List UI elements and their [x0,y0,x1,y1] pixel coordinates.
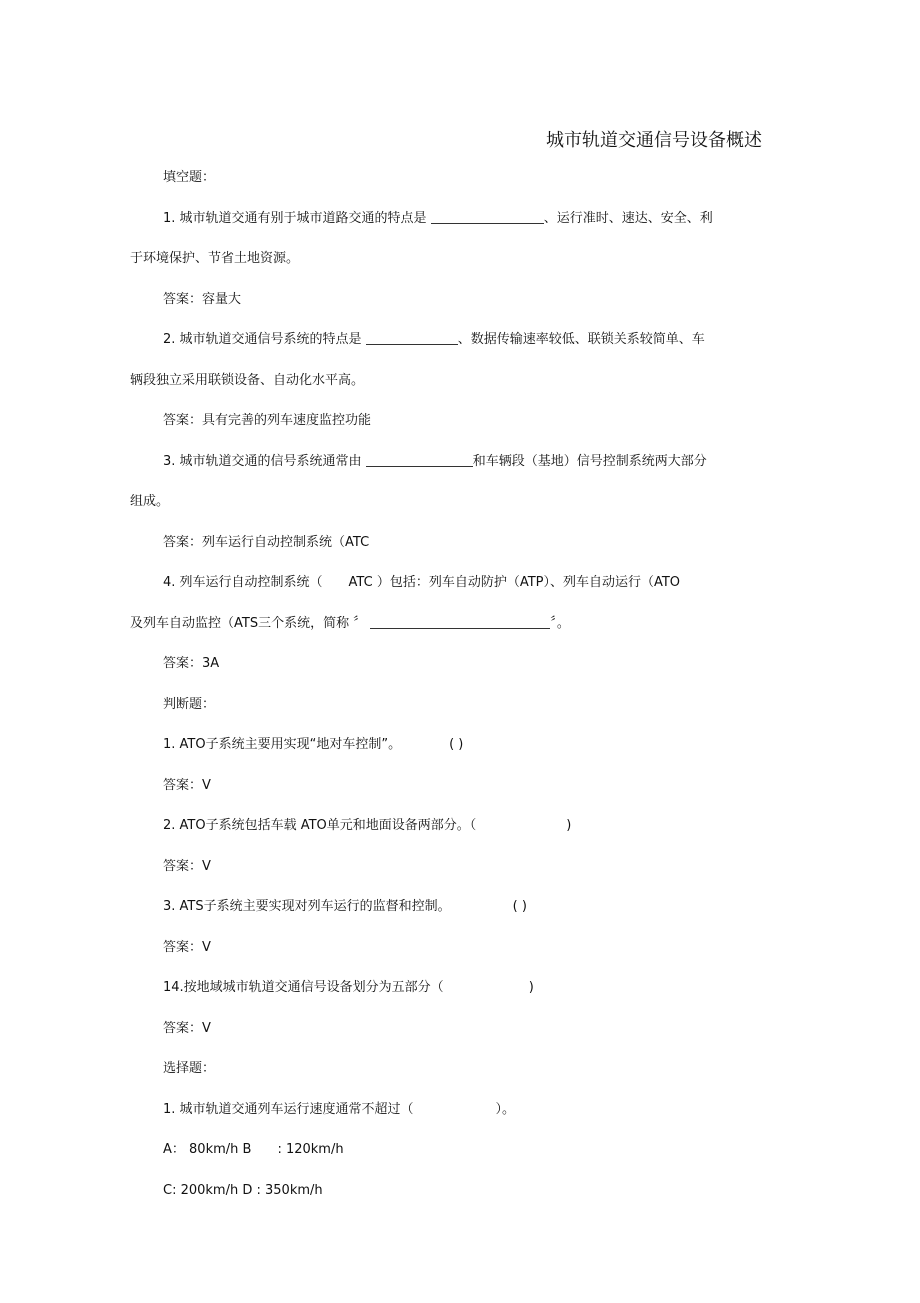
question-text: 4. 列车运行自动控制系统（ [163,575,323,590]
question-continued: 辆段独立采用联锁设备、自动化水平高。 [130,372,365,388]
document-title: 城市轨道交通信号设备概述 [546,130,762,151]
question [0,725,920,766]
question-text: ATC ）包括：列车自动防护（ATP）、列车自动运行（ATO [348,575,681,590]
answer: 答案：具有完善的列车速度监控功能 [163,413,372,428]
question-text: 和车辆段（基地）信号控制系统两大部分 [472,453,707,469]
choice-options-cd: C: 200km/h D : 350km/h [163,1182,323,1198]
question [0,442,920,483]
question [0,806,920,847]
answer: 答案：列车运行自动控制系统（ATC [163,534,370,550]
question-text: 〞。 [550,615,570,631]
question-text: 14.按地域城市轨道交通信号设备划分为五部分（ [163,980,444,995]
question [0,887,920,928]
document-body [0,158,920,1211]
question [0,563,920,604]
answer: 答案：3A [163,656,220,671]
answer-blank [366,330,458,345]
answer-blank [431,209,544,224]
answer-parentheses: ( ) [512,899,527,914]
answer: 答案：V [163,1020,211,1036]
section-heading-fill: 填空题： [163,170,216,185]
question [0,968,920,1009]
answer-parentheses: ）。 [495,1101,516,1117]
question-text: 2. 城市轨道交通信号系统的特点是 [163,332,362,347]
question-text: 、运行准时、速达、安全、利 [543,210,713,226]
answer: 答案：V [163,777,211,793]
question-text: 1. 城市轨道交通列车运行速度通常不超过（ [163,1101,414,1117]
answer-parentheses: ( ) [449,737,464,752]
question-text: 3. 城市轨道交通的信号系统通常由 [163,453,362,469]
question [0,1090,920,1131]
question-text: 2. ATO子系统包括车载 ATO单元和地面设备两部分。（ [163,818,477,833]
answer-blank [366,452,473,467]
option-a-b: A： 80km/h B [163,1142,252,1157]
question-text: 3. ATS子系统主要实现对列车运行的监督和控制。 [163,899,451,914]
section-heading-judge: 判断题： [163,696,216,712]
answer-parentheses: ) [566,818,572,833]
section-heading-choice: 选择题： [163,1061,216,1076]
answer-parentheses: ) [528,980,534,995]
answer: 答案：容量大 [163,291,242,307]
option-b-value: : 120km/h [277,1142,344,1157]
question-text: 及列车自动监控（ATS三个系统，简称 〞 [130,615,367,631]
question-text: 、数据传输速率较低、联锁关系较简单、车 [457,332,705,347]
answer-blank [370,614,550,629]
question-text: 1. ATO子系统主要用实现“地对车控制”。 [163,737,402,752]
question-text: 1. 城市轨道交通有别于城市道路交通的特点是 [163,210,427,226]
question-continued: 于环境保护、节省土地资源。 [130,251,300,266]
answer: 答案：V [163,858,211,874]
answer: 答案：V [163,939,211,955]
choice-options-ab [0,1130,920,1171]
question [0,199,920,240]
question-continued: 组成。 [130,494,170,509]
question-continued [0,604,920,645]
question [0,320,920,361]
